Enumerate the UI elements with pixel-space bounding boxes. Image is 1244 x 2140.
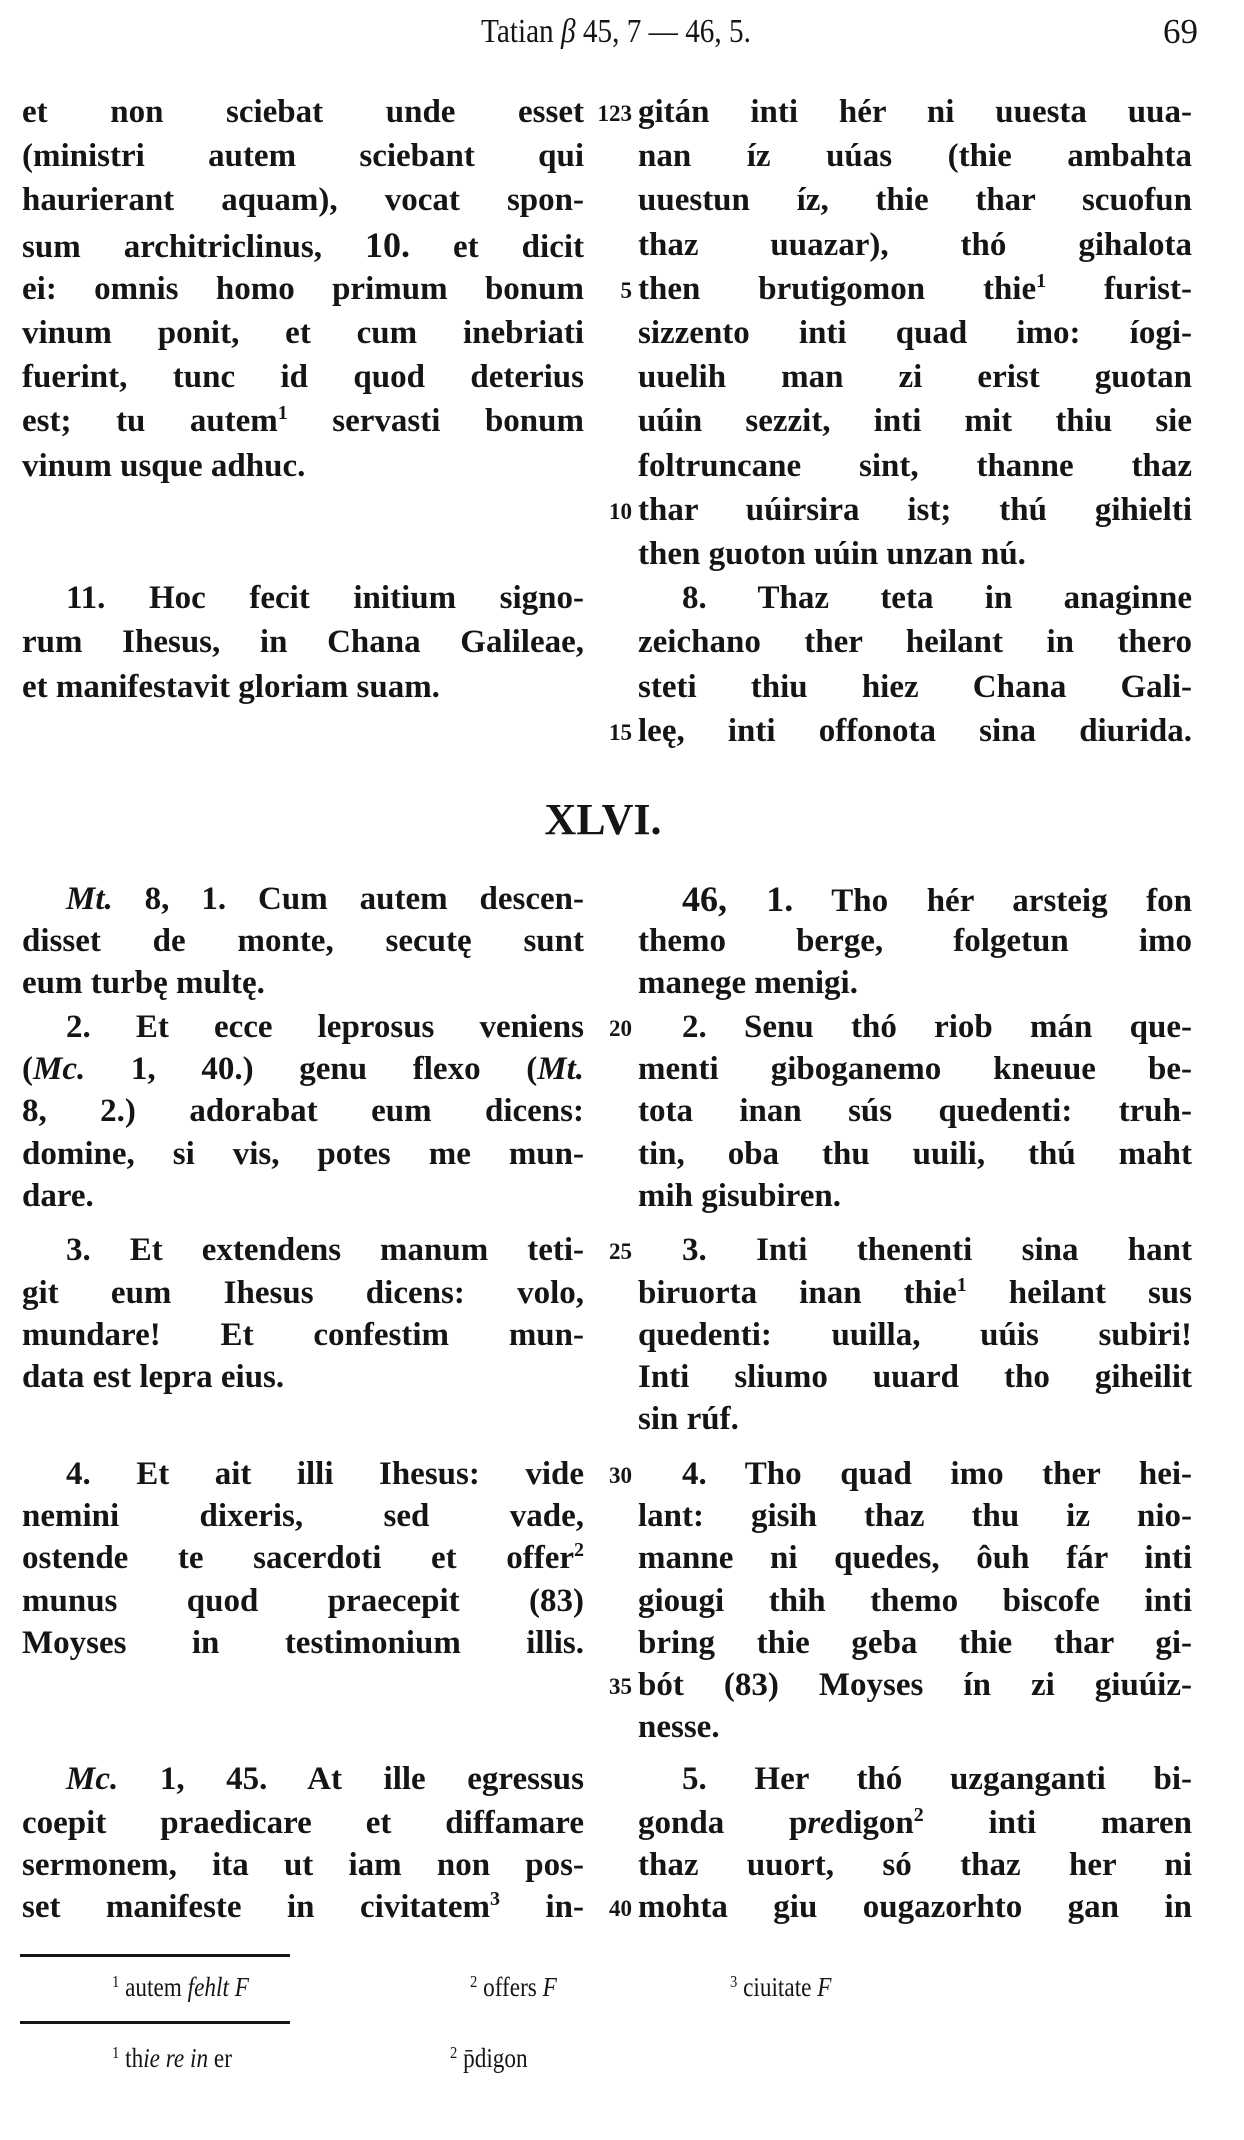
ohg-text-line [638,1886,1192,1928]
line-number: 25 [609,1239,632,1264]
text-segment: steti thiu hiez Chana Gali- [638,669,1192,705]
ohg-text-line [638,1802,1192,1844]
text-segment: gitán inti hér ni uuesta uua- [638,94,1192,130]
latin-text-line [22,1844,584,1886]
line-number: 35 [609,1674,632,1699]
footnote [470,1969,557,2005]
text-segment: et non sciebat unde esset [22,94,584,130]
text-segment: fuerint, tunc id quod deterius [22,359,584,395]
latin-text-line [22,962,584,1004]
latin-text-line [22,312,584,354]
text-segment: digon [834,1805,914,1841]
text-segment: 8. Thaz teta in anaginne [682,580,1192,616]
verse-number: 10. [365,225,411,265]
ohg-text-line [638,1133,1192,1175]
ohg-text-line [638,1272,1192,1314]
ohg-text-line [638,533,1192,575]
ohg-text-line [638,1175,1192,1217]
text-segment: domine, si vis, potes me mun- [22,1136,584,1172]
latin-text-line [22,1314,584,1356]
ohg-text-line [638,621,1192,663]
italic-text: re [807,1805,835,1841]
ohg-text-line [638,1495,1192,1537]
ohg-text-line [638,224,1192,266]
running-head-siglum: β [560,13,576,50]
text-segment: leę, inti offonota sina diurida. [638,713,1192,749]
line-number: 30 [609,1463,632,1488]
latin-text-line [22,1537,584,1579]
text-segment: munus quod praecepit (83) [22,1583,584,1619]
text-segment: uuelih man zi erist guotan [638,359,1192,395]
ohg-text-line [638,91,1192,133]
line-number: 15 [609,720,632,745]
text-segment: quedenti: uuilla, uúis subiri! [638,1317,1192,1353]
latin-text-line [22,400,584,442]
text-segment: nan íz uúas (thie ambahta [638,138,1192,174]
ohg-text-line [638,179,1192,221]
line-number: 40 [609,1896,632,1921]
latin-text-line [22,224,584,266]
text-segment: sin rúf. [638,1401,739,1437]
text-segment: est; tu autem [22,403,278,439]
text-segment: bring thie geba thie thar gi- [638,1625,1192,1661]
text-segment: mohta giu ougazorhto gan in [638,1889,1192,1925]
ohg-text-line [638,356,1192,398]
text-segment: 8, 2.) adorabat eum dicens: [22,1093,584,1129]
text-segment: ei: omnis homo primum bonum [22,271,584,307]
text-segment: gonda p [638,1805,808,1841]
text-segment: Moyses in testimonium illis. [22,1625,584,1661]
text-segment: 1, 40.) genu flexo ( [85,1051,538,1087]
text-segment: uuestun íz, thie thar scuofun [638,182,1192,218]
ohg-text-line [638,1398,1192,1440]
text-segment: p̄digon [457,2043,528,2073]
ohg-text-line [638,1090,1192,1132]
ohg-text-line [638,268,1192,310]
latin-text-line [22,1048,584,1090]
ohg-text-line [638,312,1192,354]
running-head-title: Tatian [481,13,561,50]
ohg-text-line [638,1453,1192,1495]
text-segment: er [208,2043,232,2073]
text-segment: heilant sus [966,1275,1192,1311]
ohg-text-line [638,1706,1192,1748]
footnote-marker: 2 [574,1539,584,1561]
text-segment: biruorta inan thie [638,1275,957,1311]
ohg-text-line [638,1314,1192,1356]
text-segment: then guoton uúin unzan nú. [638,536,1026,572]
text-segment: (ministri autem sciebant qui [22,138,584,174]
text-segment: then brutigomon thie [638,271,1037,307]
text-segment: dare. [22,1178,94,1214]
footnote [730,1969,831,2005]
text-segment: 3. Et extendens manum teti- [66,1232,584,1268]
ohg-text-line [638,1664,1192,1706]
text-segment: tota inan sús quedenti: truh- [638,1093,1192,1129]
latin-text-line [22,1356,584,1398]
italic-text: Mc. [33,1051,86,1087]
italic-text: fehlt F [187,1972,249,2002]
text-segment: nesse. [638,1709,720,1745]
text-segment: data est lepra eius. [22,1359,285,1395]
ohg-text-line [638,962,1192,1004]
text-segment: sermonem, ita ut iam non pos- [22,1847,584,1883]
latin-text-line [22,91,584,133]
text-segment: 2. Senu thó riob mán que- [682,1009,1192,1045]
text-segment: in- [500,1889,584,1925]
latin-text-line [22,621,584,663]
footnote [112,1969,249,2005]
ohg-text-line [638,1006,1192,1048]
text-segment: inti maren [923,1805,1192,1841]
text-segment: haurierant aquam), vocat spon- [22,182,584,218]
latin-text-line [22,1580,584,1622]
footnote [112,2040,232,2076]
chapter-heading: XLVI. [544,795,662,844]
ohg-text-line [638,1580,1192,1622]
latin-text-line [22,1229,584,1271]
footnote-marker: 3 [730,1972,738,1991]
footnote-marker: 2 [470,1972,478,1991]
text-segment: Inti sliumo uuard tho giheilit [638,1359,1192,1395]
latin-text-line [22,577,584,619]
footnote-marker: 1 [112,2043,120,2062]
latin-text-line [22,1272,584,1314]
text-segment: 11. Hoc fecit initium signo- [66,580,584,616]
text-segment: themo berge, folgetun imo [638,923,1192,959]
text-segment: manne ni quedes, ôuh fár inti [638,1540,1192,1576]
text-segment: th [119,2043,144,2073]
text-segment: rum Ihesus, in Chana Galileae, [22,624,584,660]
ohg-text-line [638,445,1192,487]
italic-text: Mc. [66,1761,119,1797]
running-head [413,10,819,54]
latin-text-line [22,1802,584,1844]
latin-text-line [22,1453,584,1495]
footnote-marker: 2 [450,2043,458,2062]
line-number: 5 [620,278,632,303]
latin-text-line [22,135,584,177]
latin-text-line [22,920,584,962]
line-number: 10 [609,499,632,524]
latin-text-line [22,445,584,487]
latin-text-line [22,1622,584,1664]
text-segment: 2. Et ecce leprosus veniens [66,1009,584,1045]
text-segment: 3. Inti thenenti sina hant [682,1232,1192,1268]
text-segment: set manifeste in civitatem [22,1889,491,1925]
text-segment: zeichano ther heilant in thero [638,624,1192,660]
footnotes-ohg [0,2040,1244,2076]
ohg-text-line [638,666,1192,708]
text-segment: 8, 1. Cum autem descen- [112,881,584,917]
text-segment: offers [477,1972,543,2002]
text-segment: vinum usque adhuc. [22,448,306,484]
latin-text-line [22,1006,584,1048]
footnote-marker: 1 [1036,270,1047,292]
text-segment: bót (83) Moyses ín zi giuúiz- [638,1667,1192,1703]
footnote-marker: 1 [956,1274,967,1296]
text-segment: furist- [1046,271,1192,307]
text-segment: giougi thih themo biscofe inti [638,1583,1192,1619]
ohg-text-line [638,1622,1192,1664]
ohg-text-line [638,577,1192,619]
ohg-text-line [638,920,1192,962]
verse-number: 46, 1. [682,879,794,919]
line-number: 20 [609,1016,632,1041]
latin-text-line [22,878,584,920]
footnote-rule-ohg [20,2021,290,2024]
ohg-text-line [638,1537,1192,1579]
ohg-text-line [638,710,1192,752]
text-segment: mundare! Et confestim mun- [22,1317,584,1353]
footnote [450,2040,528,2076]
ohg-text-line [638,1356,1192,1398]
text-segment: ciuitate [737,1972,818,2002]
line-number: 123 [597,101,632,126]
text-segment: nemini dixeris, sed vade, [22,1498,584,1534]
latin-text-line [22,1175,584,1217]
text-segment: disset de monte, secutę sunt [22,923,584,959]
text-segment: autem [119,1972,188,2002]
latin-text-line [22,1495,584,1537]
latin-text-line [22,179,584,221]
latin-text-line [22,666,584,708]
ohg-text-line [638,1048,1192,1090]
latin-text-line [22,356,584,398]
latin-text-line [22,1133,584,1175]
latin-text-line [22,1886,584,1928]
text-segment: coepit praedicare et diffamare [22,1805,584,1841]
footnote-marker: 1 [112,1972,120,1991]
ohg-text-line [638,489,1192,531]
text-segment: lant: gisih thaz thu iz nio- [638,1498,1192,1534]
text-segment: 1, 45. At ille egressus [118,1761,584,1797]
text-segment: vinum ponit, et cum inebriati [22,315,584,351]
ohg-text-line [638,1844,1192,1886]
footnote-marker: 1 [277,402,288,424]
latin-text-line [22,1758,584,1800]
italic-text: Mt. [537,1051,584,1087]
footnote-rule-latin [20,1954,290,1957]
latin-text-line [22,1090,584,1132]
footnote-marker: 2 [913,1804,924,1826]
text-segment: uúin sezzit, inti mit thiu sie [638,403,1192,439]
text-segment: menti giboganemo kneuue be- [638,1051,1192,1087]
text-segment: thaz uuazar), thó gihalota [638,227,1192,263]
text-segment: tin, oba thu uuili, thú maht [638,1136,1192,1172]
text-segment: 4. Et ait illi Ihesus: vide [66,1456,584,1492]
text-segment: 5. Her thó uzganganti bi- [682,1761,1192,1797]
page-number: 69 [1163,12,1198,51]
text-segment: thar uúirsira ist; thú gihielti [638,492,1192,528]
latin-text-line [22,268,584,310]
text-segment: ostende te sacerdoti et offer [22,1540,574,1576]
text-segment: manege menigi. [638,965,858,1001]
text-segment: foltruncane sint, thanne thaz [638,448,1192,484]
ohg-text-line [638,1758,1192,1800]
text-segment: sum architriclinus, [22,229,366,265]
italic-text: F [542,1972,557,2002]
text-segment: ( [22,1051,33,1087]
running-head-range: 45, 7 — 46, 5. [575,13,751,50]
text-segment: eum turbę multę. [22,965,265,1001]
italic-text: ie re in [143,2043,209,2073]
text-segment: servasti bonum [287,403,584,439]
text-segment: Tho hér arsteig fon [793,883,1192,919]
ohg-text-line [638,135,1192,177]
italic-text: Mt. [66,881,113,917]
italic-text: F [817,1972,832,2002]
text-segment: sizzento inti quad imo: íogi- [638,315,1192,351]
footnotes-latin [0,1969,1244,2005]
text-segment: et manifestavit gloriam suam. [22,669,440,705]
text-segment: mih gisubiren. [638,1178,841,1214]
text-segment: git eum Ihesus dicens: volo, [22,1275,584,1311]
text-segment: et dicit [410,229,584,265]
ohg-text-line [638,1229,1192,1271]
ohg-text-line [638,400,1192,442]
footnote-marker: 3 [490,1888,501,1910]
text-segment: 4. Tho quad imo ther hei- [682,1456,1192,1492]
text-segment: thaz uuort, só thaz her ni [638,1847,1192,1883]
ohg-text-line [638,878,1192,920]
